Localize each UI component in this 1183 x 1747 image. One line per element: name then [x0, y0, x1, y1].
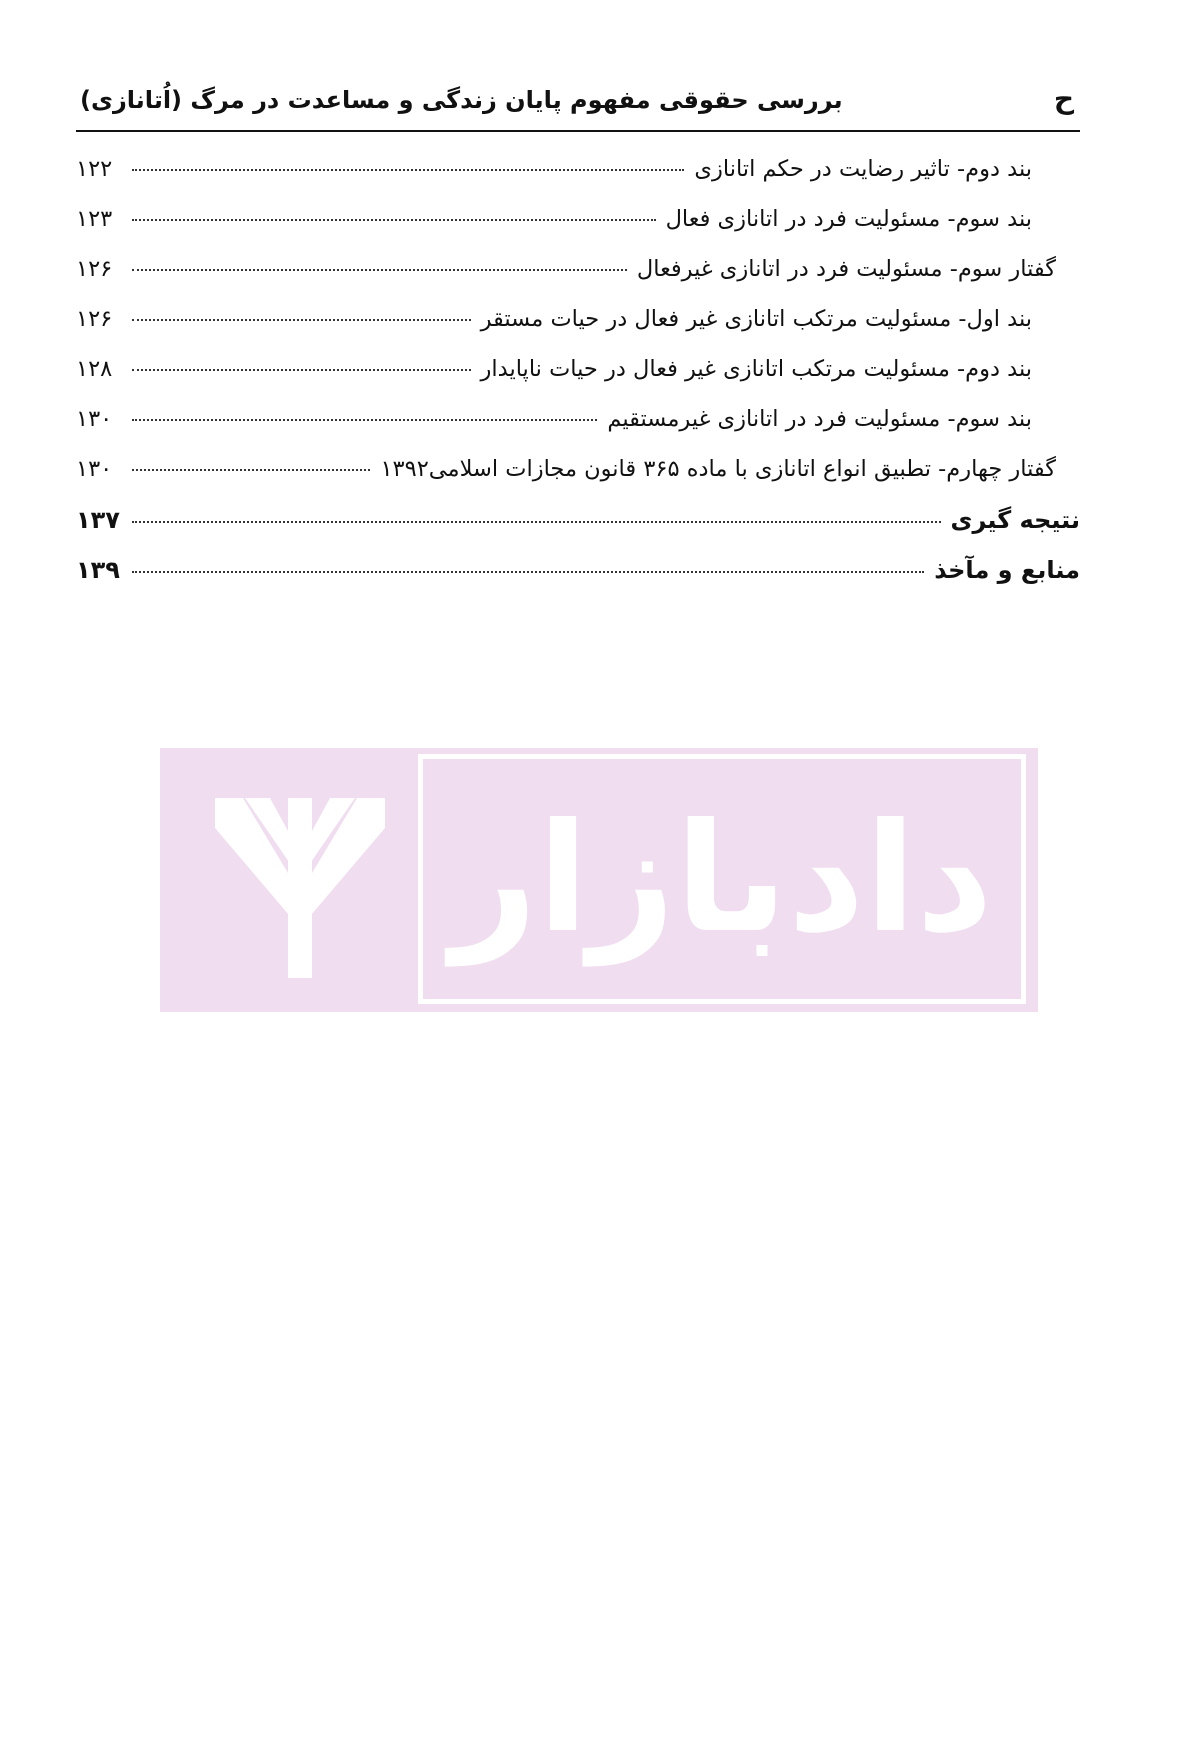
watermark-frame [418, 754, 1026, 1004]
toc-entry[interactable] [76, 506, 1080, 556]
toc-page-number: ۱۲۶ [76, 256, 113, 282]
book-title: بررسی حقوقی مفهوم پایان زندگی و مساعدت در مرگ (اُتانازی) [80, 86, 843, 114]
toc-page-number: ۱۳۹ [76, 556, 120, 584]
toc-page-number: ۱۳۰ [76, 456, 113, 482]
toc-entry-label: بند دوم- مسئولیت مرتکب اتانازی غیر فعال در حیات ناپایدار [480, 356, 1032, 382]
toc-entry-label: بند سوم- مسئولیت فرد در اتانازی غیرمستقیم [607, 406, 1032, 432]
toc-entry[interactable] [76, 156, 1080, 206]
dot-leader [132, 571, 924, 573]
dot-leader [132, 369, 471, 371]
toc-entry[interactable] [76, 406, 1080, 456]
toc-entry[interactable] [76, 256, 1080, 306]
dot-leader [132, 319, 471, 321]
toc-entry[interactable] [76, 456, 1080, 506]
dot-leader [132, 469, 370, 471]
toc-entry[interactable] [76, 356, 1080, 406]
toc-entry-label: نتیجه گیری [950, 506, 1080, 534]
toc-entry-label: گفتار چهارم- تطبیق انواع اتانازی با ماده ۳۶۵ قانون مجازات اسلامی۱۳۹۲ [380, 456, 1056, 482]
toc-entry-label: گفتار سوم- مسئولیت فرد در اتانازی غیرفعال [636, 256, 1056, 282]
toc-page-number: ۱۳۷ [76, 506, 120, 534]
toc-page-number: ۱۲۸ [76, 356, 113, 382]
toc-entry-label: بند اول- مسئولیت مرتکب اتانازی غیر فعال در حیات مستقر [480, 306, 1032, 332]
toc-page-number: ۱۳۰ [76, 406, 113, 432]
table-of-contents [76, 156, 1080, 606]
page-letter: ح [1053, 82, 1074, 115]
watermark-logo-icon [215, 798, 385, 978]
toc-entry-label: بند سوم- مسئولیت فرد در اتانازی فعال [665, 206, 1032, 232]
toc-entry[interactable] [76, 306, 1080, 356]
dot-leader [132, 219, 656, 221]
dot-leader [132, 269, 627, 271]
dot-leader [132, 169, 684, 171]
watermark-text: دادبازار [450, 792, 994, 966]
dot-leader [132, 521, 941, 523]
toc-page-number: ۱۲۲ [76, 156, 113, 182]
toc-page-number: ۱۲۶ [76, 306, 113, 332]
toc-page-number: ۱۲۳ [76, 206, 113, 232]
page-header [76, 76, 1080, 132]
toc-entry[interactable] [76, 206, 1080, 256]
dot-leader [132, 419, 597, 421]
toc-entry[interactable] [76, 556, 1080, 606]
toc-entry-label: منابع و مآخذ [934, 556, 1080, 584]
toc-entry-label: بند دوم- تاثیر رضایت در حکم اتانازی [694, 156, 1032, 182]
watermark [160, 748, 1038, 1012]
